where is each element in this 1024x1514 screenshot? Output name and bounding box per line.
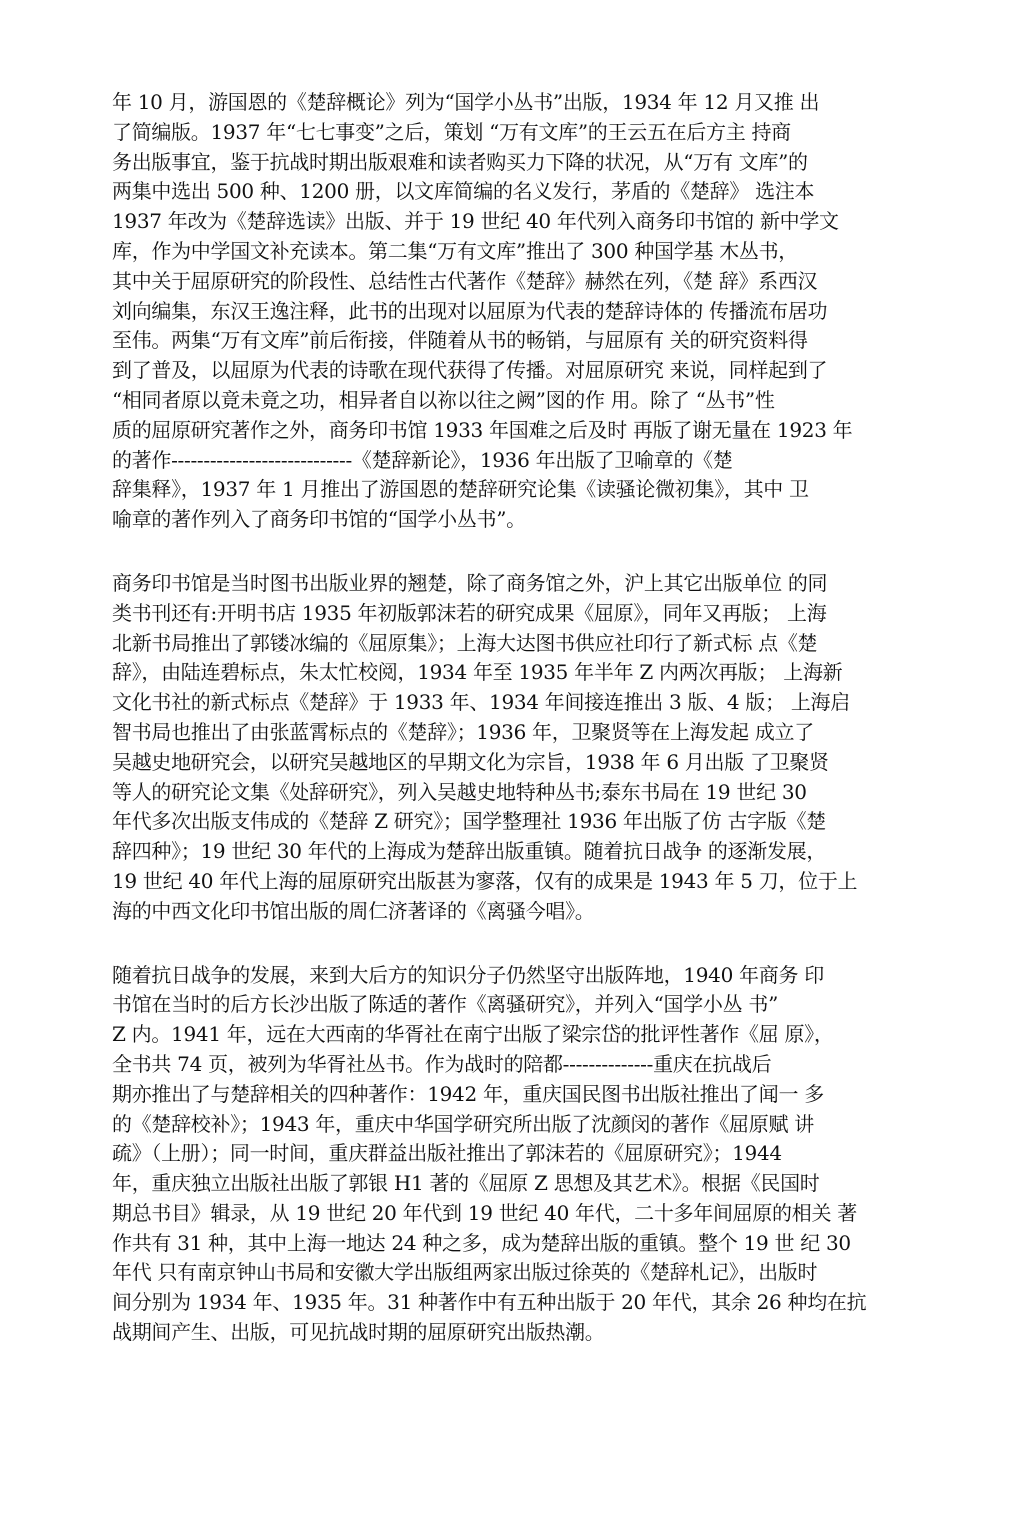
text-line: 19 世纪 40 年代上海的屈原研究出版甚为寥落，仅有的成果是 1943 年 5 刀，位于上 [112, 868, 858, 893]
text-line: 年，重庆独立出版社出版了郭银 H1 著的《屈原 Z 思想及其艺术》。根据《民国时 [112, 1171, 820, 1196]
text-line: 辞》，由陆连碧标点，朱太忙校阅，1934 年至 1935 年半年 Z 内两次再版； 上海新 [112, 660, 843, 685]
text-line: 书馆在当时的后方长沙出版了陈适的著作《离骚研究》，并列入“国学小丛 书” [112, 992, 779, 1017]
text-line: 吴越史地研究会，以研究吴越地区的早期文化为宗旨，1938 年 6 月出版 了卫聚贤 [112, 749, 829, 774]
text-line: 年 10 月，游国恩的《楚辞概论》列为“国学小丛书”出版，1934 年 12 月又推 出 [112, 90, 820, 114]
text-line: 了简编版。1937 年“七七事变”之后，策划 “万有文库”的王云五在后方主 持商 [112, 119, 791, 144]
text-line: 海的中西文化印书馆出版的周仁济著译的《离骚今唱》。 [112, 898, 595, 923]
text-line: 库，作为中学国文补充读本。第二集“万有文库”推出了 300 种国学基 木丛书， [112, 238, 798, 263]
text-line: 年代 只有南京钟山书局和安徽大学出版组两家出版过徐英的《楚辞札记》，出版时 [112, 1260, 818, 1285]
text-line: 疏》（上册）；同一时间，重庆群益出版社推出了郭沫若的《屈原研究》；1944 [112, 1141, 782, 1166]
text-line: 1937 年改为《楚辞选读》出版、并于 19 世纪 40 年代列入商务印书馆的 新中学文 [112, 209, 839, 234]
text-line: 辞集释》，1937 年 1 月推出了游国恩的楚辞研究论集《读骚论微初集》，其中 卫 [112, 477, 809, 502]
text-line: 务出版事宜，鉴于抗战时期出版艰难和读者购买力下降的状况，从“万有 文库”的 [112, 149, 808, 174]
text-line: 辞四种》；19 世纪 30 年代的上海成为楚辞出版重镇。随着抗日战争 的逐渐发展， [112, 839, 827, 864]
text-line: 全书共 74 页，被列为华胥社丛书。作为战时的陪都--------------重庆在抗战后 [112, 1051, 772, 1076]
text-line: “相同者原以竟未竟之功，相异者自以祢以往之阙”図的作 用。除了 “丛书”性 [112, 387, 775, 412]
text-line: Z 内。1941 年，远在大西南的华胥社在南宁出版了梁宗岱的批评性著作《屈 原》， [112, 1022, 834, 1047]
text-line: 作共有 31 种，其中上海一地达 24 种之多，成为楚辞出版的重镇。整个 19 世 纪 30 [112, 1230, 851, 1255]
text-line: 期亦推出了与楚辞相关的四种著作：1942 年，重庆国民图书出版社推出了闻一 多 [112, 1081, 824, 1106]
document-page [112, 88, 918, 1348]
text-line: 类书刊还有:开明书店 1935 年初版郭沫若的研究成果《屈原》，同年又再版； 上海 [112, 600, 827, 625]
text-line: 的著作----------------------------《楚辞新论》，1936 年出版了卫喻章的《楚 [112, 447, 733, 472]
text-line: 的《楚辞校补》；1943 年，重庆中华国学研究所出版了沈颜闵的著作《屈原赋 讲 [112, 1111, 814, 1136]
text-line: 间分别为 1934 年、1935 年。31 种著作中有五种出版于 20 年代，其余 26 种均在抗 [112, 1290, 867, 1315]
text-line: 智书局也推出了由张蓝霄标点的《楚辞》；1936 年，卫聚贤等在上海发起 成立了 [112, 719, 814, 744]
paragraph-2 [112, 569, 918, 927]
text-line: 年代多次出版支伟成的《楚辞 Z 研究》；国学整理社 1936 年出版了仿 古字版《楚 [112, 809, 826, 834]
text-line: 质的屈原研究著作之外，商务印书馆 1933 年国难之后及时 再版了谢无量在 1923 年 [112, 417, 853, 442]
paragraph-spacer [112, 927, 918, 961]
text-line: 喻章的著作列入了商务印书馆的“国学小丛书”。 [112, 507, 526, 532]
text-line: 商务印书馆是当时图书出版业界的翘楚，除了商务馆之外，沪上其它出版单位 的同 [112, 570, 828, 595]
text-line: 其中关于屈原研究的阶段性、总结性古代著作《楚辞》赫然在列，《楚 辞》系西汉 [112, 268, 818, 293]
paragraph-1 [112, 88, 918, 535]
text-line: 等人的研究论文集《处辞研究》，列入吴越史地特种丛书;泰东书局在 19 世纪 30 [112, 779, 807, 804]
text-line: 随着抗日战争的发展，来到大后方的知识分子仍然坚守出版阵地，1940 年商务 印 [112, 962, 824, 987]
paragraph-3 [112, 961, 918, 1348]
text-line: 期总书目》辑录，从 19 世纪 20 年代到 19 世纪 40 年代，二十多年间屈原的相关 著 [112, 1200, 857, 1225]
paragraph-spacer [112, 535, 918, 569]
text-line: 至伟。两集“万有文库”前后衔接，伴随着从书的畅销，与屈原有 关的研究资料得 [112, 328, 808, 353]
text-line: 两集中选出 500 种、1200 册，以文库简编的名义发行，茅盾的《楚辞》 选注本 [112, 179, 815, 204]
text-line: 刘向编集，东汉王逸注释，此书的出现对以屈原为代表的楚辞诗体的 传播流布居功 [112, 298, 828, 323]
text-line: 北新书局推出了郭镂冰编的《屈原集》；上海大达图书供应社印行了新式标 点《楚 [112, 630, 818, 655]
text-line: 文化书社的新式标点《楚辞》于 1933 年、1934 年间接连推出 3 版、4 版； 上海启 [112, 690, 850, 715]
text-line: 战期间产生、出版，可见抗战时期的屈原研究出版热潮。 [112, 1320, 605, 1345]
text-line: 到了普及，以屈原为代表的诗歌在现代获得了传播。对屈原研究 来说，同样起到了 [112, 358, 828, 383]
